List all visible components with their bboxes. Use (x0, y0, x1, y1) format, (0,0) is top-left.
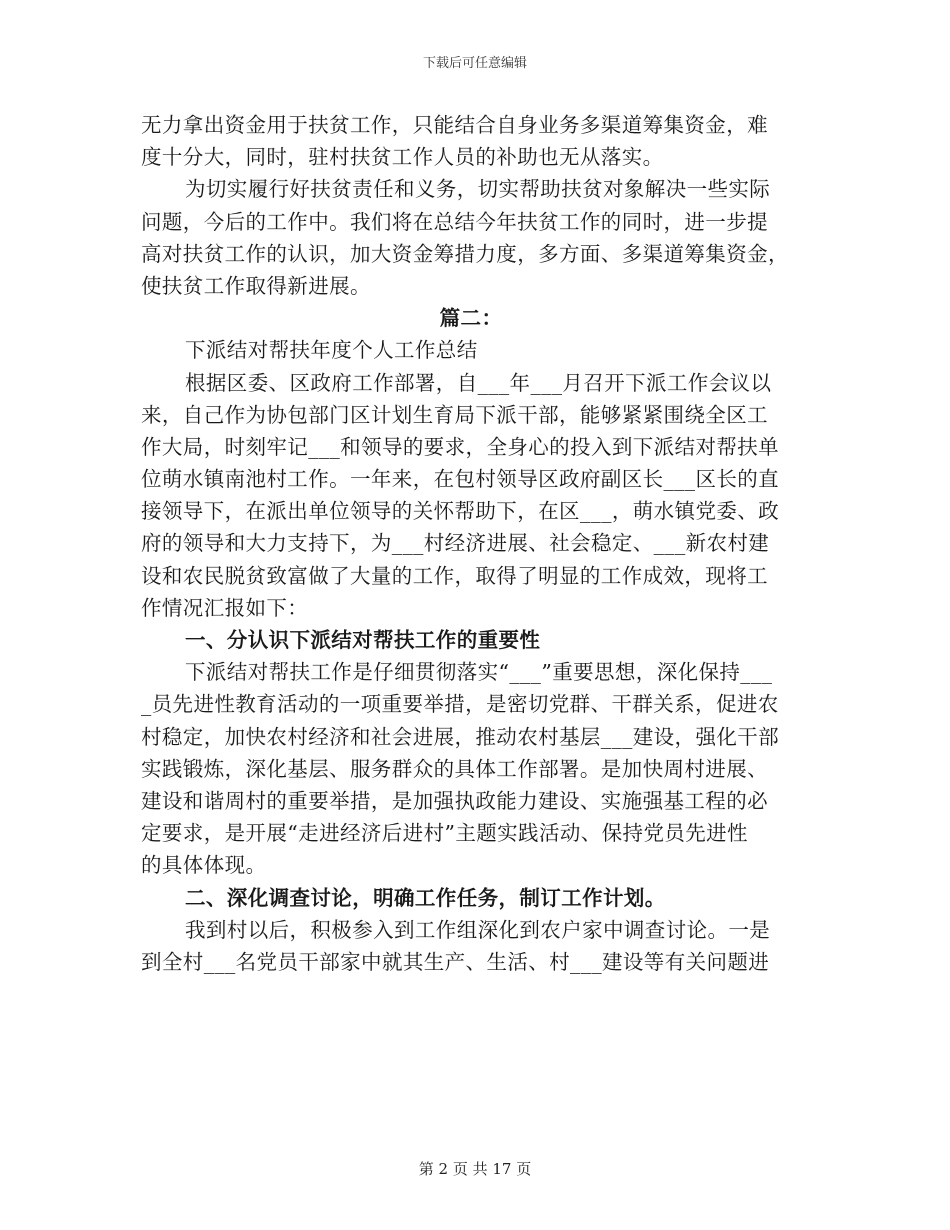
paragraph-line: 使扶贫工作取得新进展。 (141, 273, 371, 298)
document-body (141, 109, 801, 978)
paragraph-line: 到全村___名党员干部家中就其生产、生活、村___建设等有关问题进 (141, 949, 770, 974)
paragraph-line: 定要求，是开展“走进经济后进村”主题实践活动、保持党员先进性 (141, 821, 748, 846)
paragraph-line: 高对扶贫工作的认识，加大资金筹措力度，多方面、多渠道筹集资金， (141, 241, 789, 266)
paragraph-line: 下派结对帮扶工作是仔细贯彻落实“___”重要思想，深化保持___ (185, 660, 773, 685)
paragraph-line: 度十分大，同时，驻村扶贫工作人员的补助也无从落实。 (141, 145, 664, 170)
paragraph-line: 来，自己作为协包部门区计划生育局下派干部，能够紧紧围绕全区工 (141, 402, 768, 427)
section-title: 篇二： (439, 306, 503, 331)
paragraph-line: 村稳定，加快农村经济和社会进展，推动农村基层___建设，强化干部 (141, 724, 780, 749)
section-heading-2: 二、深化调查讨论，明确工作任务，制订工作计划。 (185, 885, 666, 910)
paragraph-line: 实践锻炼，深化基层、服务群众的具体工作部署。是加快周村进展、 (141, 756, 768, 781)
paragraph-line: 设和农民脱贫致富做了大量的工作，取得了明显的工作成效，现将工 (141, 563, 768, 588)
paragraph-line: 作大局，时刻牢记___和领导的要求，全身心的投入到下派结对帮扶单 (141, 434, 780, 459)
section-heading-1: 一、分认识下派结对帮扶工作的重要性 (185, 628, 541, 652)
paragraph-line: 我到村以后，积极参入到工作组深化到农户家中调查讨论。一是 (185, 917, 771, 942)
paragraph-line: _员先进性教育活动的一项重要举措，是密切党群、干群关系，促进农 (141, 692, 779, 717)
paragraph-line: 无力拿出资金用于扶贫工作，只能结合自身业务多渠道筹集资金，难 (141, 113, 768, 137)
paragraph-line: 的具体体现。 (141, 853, 267, 878)
paragraph-line: 作情况汇报如下： (141, 595, 309, 620)
paragraph-line: 接领导下，在派出单位领导的关怀帮助下，在区___，萌水镇党委、政 (141, 499, 780, 524)
paragraph-line: 位萌水镇南池村工作。一年来，在包村领导区政府副区长___区长的直 (141, 467, 780, 492)
paragraph-line: 为切实履行好扶贫责任和义务，切实帮助扶贫对象解决一些实际 (185, 177, 771, 202)
paragraph-line: 问题，今后的工作中。我们将在总结今年扶贫工作的同时，进一步提 (141, 209, 768, 234)
document-subtitle: 下派结对帮扶年度个人工作总结 (185, 338, 478, 363)
paragraph-line: 府的领导和大力支持下，为___村经济进展、社会稳定、___新农村建 (141, 531, 770, 556)
page-header: 下载后可任意编辑 (422, 56, 527, 71)
page-footer: 第 2 页 共 17 页 (418, 1160, 532, 1178)
paragraph-line: 根据区委、区政府工作部署，自___年___月召开下派工作会议以 (185, 370, 772, 395)
paragraph-line: 建设和谐周村的重要举措，是加强执政能力建设、实施强基工程的必 (141, 788, 768, 813)
